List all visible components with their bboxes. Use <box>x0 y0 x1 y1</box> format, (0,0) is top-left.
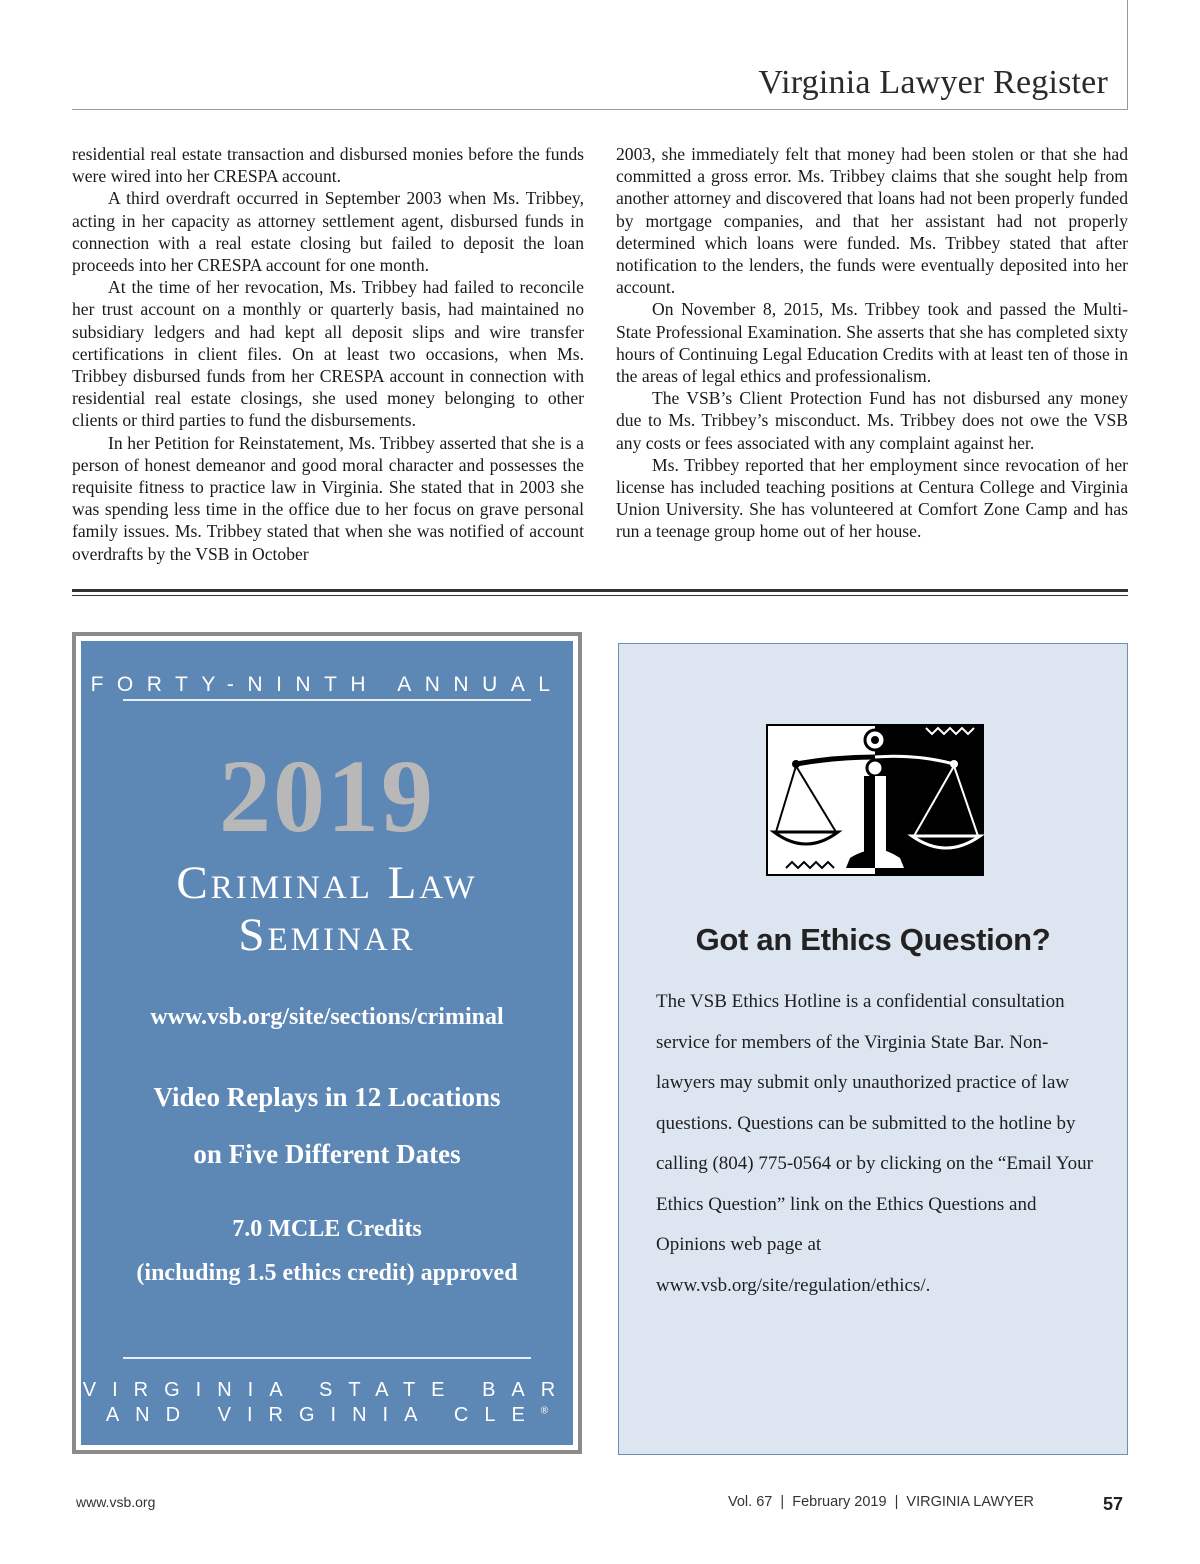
article-paragraph: In her Petition for Reinstatement, Ms. Tribbey asserted that she is a person of honest demeanor and good moral character and possesses the requisite fitness to practice law in Virginia. She stated that in 2003 she was spending less time in the office due to her focus on grave personal family issues. Ms. Tribbey stated that when she was notified of account overdrafts by the VSB in October <box>72 432 584 564</box>
scales-of-justice-icon <box>766 724 984 876</box>
ad-kicker: FORTY-NINTH ANNUAL <box>90 673 564 696</box>
article-paragraph: At the time of her revocation, Ms. Tribbey had failed to reconcile her trust account on a monthly or quarterly basis, had maintained no subsidiary ledgers and had kept all deposit slips and wire transfer certifications in client files. On at least two occasions, when Ms. Tribbey disbursed funds from her CRESPA account in connection with residential real estate closings, she used money belonging to other clients or third parties to fund the disbursements. <box>72 277 584 431</box>
ad-top-rule <box>123 699 531 701</box>
section-divider <box>72 589 1128 596</box>
article-paragraph: residential real estate transaction and disbursed monies before the funds were wired into her CRESPA account. <box>72 144 584 187</box>
article-paragraph: 2003, she immediately felt that money had been stolen or that she had committed a gross error. Ms. Tribbey claims that she sought help from another attorney and discovered that loans had not been properly funded by mortgage companies, and that her assistant had not properly determined which loans were funded. Ms. Tribbey stated that after notification to the lenders, the funds were eventually deposited into her account. <box>616 144 1128 298</box>
header-rule <box>72 109 1128 110</box>
ad-organizer-line-2 <box>81 1404 573 1427</box>
article-paragraph: The VSB’s Client Protection Fund has not disbursed any money due to Ms. Tribbey’s misconduct. Ms. Tribbey does not owe the VSB any costs or fees associated with any complaint against her. <box>616 388 1128 453</box>
ad-title-line-2: Seminar <box>238 909 416 961</box>
ethics-box-body: The VSB Ethics Hotline is a confidential consultation service for members of the Virginia State Bar. Non-lawyers may submit only unauthorized practice of law questions. Questions can be submitted to the hotline by calling (804) 775-0564 or by clicking on the “Email Your Ethics Question” link on the Ethics Questions and Opinions web page at www.vsb.org/site/regulation/ethics/. <box>656 991 1093 1296</box>
ad-credits-line-1: 7.0 MCLE Credits <box>232 1216 422 1242</box>
ad-year: 2019 <box>219 739 435 854</box>
footer-issue-info: Vol. 67 | February 2019 | VIRGINIA LAWYER <box>728 1494 1034 1510</box>
ad-organizer-line-1: VIRGINIA STATE BAR <box>82 1379 572 1401</box>
ethics-box-title: Got an Ethics Question? <box>695 922 1051 957</box>
ad-title <box>81 857 573 961</box>
ad-bottom-rule <box>123 1357 531 1359</box>
running-title: Virginia Lawyer Register <box>758 64 1108 101</box>
ad-organizer-line-2-text: AND VIRGINIA CLE <box>105 1404 541 1426</box>
article-right-column <box>616 143 1128 565</box>
ad-url-link[interactable]: www.vsb.org/site/sections/criminal <box>150 1004 504 1030</box>
ethics-hotline-box <box>618 643 1128 1455</box>
seminar-ad-panel <box>81 641 573 1445</box>
article-left-column <box>72 143 584 565</box>
article-body <box>72 143 1128 565</box>
ad-video-line-2: on Five Different Dates <box>193 1139 461 1169</box>
ad-title-line-1: Criminal Law <box>176 857 478 909</box>
registered-mark: ® <box>540 1405 549 1417</box>
footer-website[interactable]: www.vsb.org <box>76 1494 156 1510</box>
header-vertical-rule <box>1127 0 1128 110</box>
article-paragraph: Ms. Tribbey reported that her employment since revocation of her license has included teaching positions at Centura College and Virginia Union University. She has volunteered at Comfort Zone Camp and has run a teenage group home out of her house. <box>616 454 1128 542</box>
seminar-advertisement[interactable] <box>72 632 582 1454</box>
ad-credits-line-2: (including 1.5 ethics credit) approved <box>136 1260 518 1286</box>
article-paragraph: On November 8, 2015, Ms. Tribbey took and passed the Multi-State Professional Examination. She asserts that she has completed sixty hours of Continuing Legal Education Credits with at least ten of those in the areas of legal ethics and professionalism. <box>616 299 1128 387</box>
article-paragraph: A third overdraft occurred in September 2003 when Ms. Tribbey, acting in her capacity as attorney settlement agent, disbursed funds in connection with a real estate closing but failed to deposit the loan proceeds into her CRESPA account for one month. <box>72 188 584 276</box>
ad-video-line-1: Video Replays in 12 Locations <box>153 1082 501 1112</box>
page-number: 57 <box>1103 1494 1124 1514</box>
